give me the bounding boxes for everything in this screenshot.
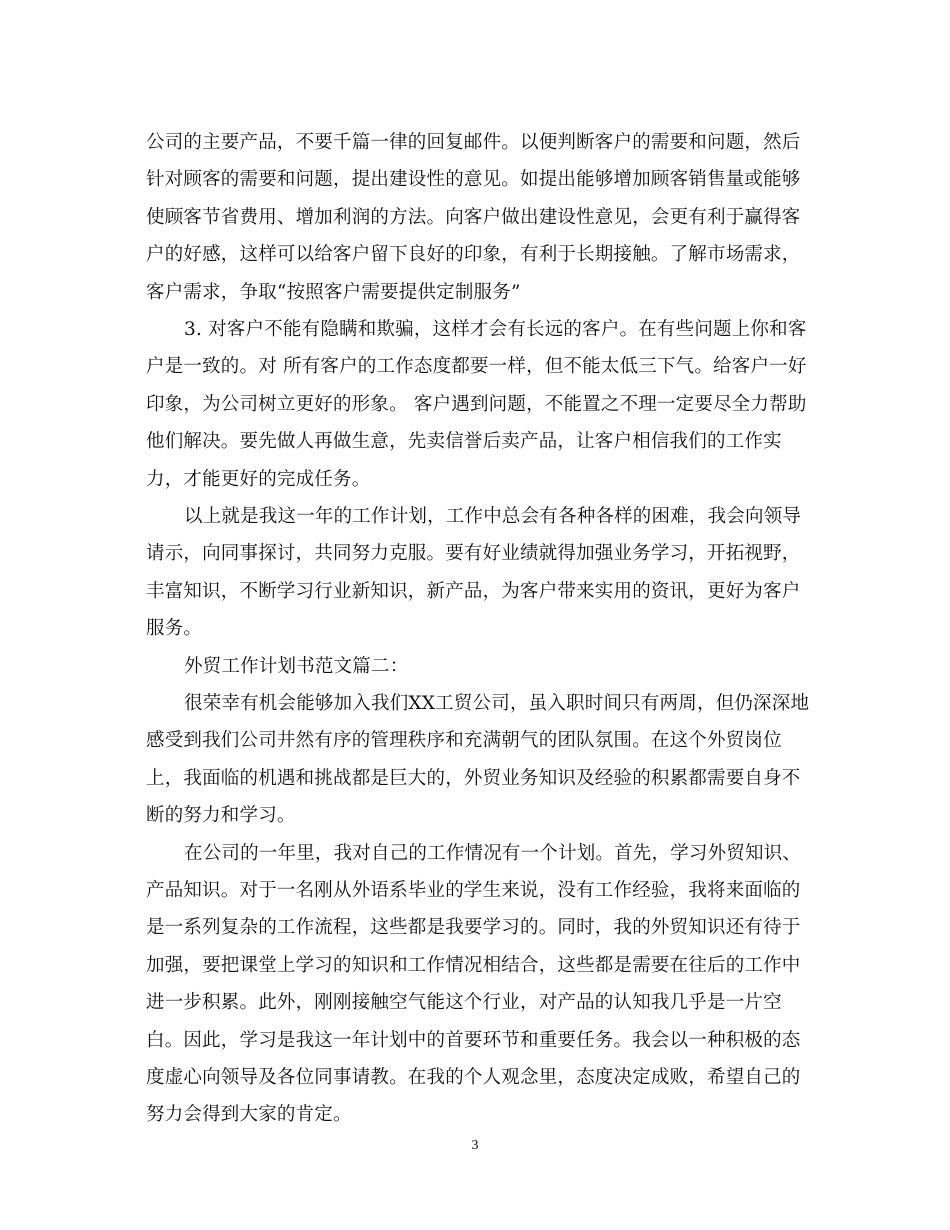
- text-line: 是一系列复杂的工作流程，这些都是我要学习的。同时，我的外贸知识还有待于: [146, 917, 801, 939]
- text-line: 进一步积累。此外，刚刚接触空气能这个行业，对产品的认知我几乎是一片空: [146, 992, 782, 1014]
- text-line: 印象，为公司树立更好的形象。 客户遇到问题，不能置之不理一定要尽全力帮助: [146, 393, 807, 415]
- text-line: 丰富知识，不断学习行业新知识，新产品，为客户带来实用的资讯，更好为客户: [146, 580, 801, 602]
- text-line: 努力会得到大家的肯定。: [146, 1104, 352, 1126]
- text-line: 请示，向同事探讨，共同努力克服。要有好业绩就得加强业务学习，开拓视野，: [146, 543, 801, 565]
- text-line: 力，才能更好的完成任务。: [146, 468, 371, 490]
- text-line: 加强，要把课堂上学习的知识和工作情况相结合，这些都是需要在往后的工作中: [146, 954, 801, 976]
- text-line: 很荣幸有机会能够加入我们XX工贸公司，虽入职时间只有两周，但仍深深地: [184, 693, 810, 714]
- text-line: 针对顾客的需要和问题，提出建设性的意见。如提出能够增加顾客销售量或能够: [146, 169, 801, 191]
- section-heading: 外贸工作计划书范文篇二：: [184, 655, 409, 677]
- text-line: 服务。: [146, 618, 203, 640]
- text-line: 白。因此，学习是我这一年计划中的首要环节和重要任务。我会以一种积极的态: [146, 1029, 801, 1051]
- text-line: 产品知识。对于一名刚从外语系毕业的学生来说，没有工作经验，我将来面临的: [146, 880, 801, 901]
- text-line: 在公司的一年里，我对自己的工作情况有一个计划。首先，学习外贸知识、: [184, 842, 802, 864]
- text-line: 度虚心向领导及各位同事请教。在我的个人观念里，态度决定成败，希望自己的: [146, 1067, 801, 1088]
- text-line: 户是一致的。对 所有客户的工作态度都要一样，但不能太低三下气。给客户一好: [146, 356, 807, 378]
- text-line: 他们解决。要先做人再做生意，先卖信誉后卖产品，让客户相信我们的工作实: [146, 431, 782, 453]
- text-line: 户的好感，这样可以给客户留下良好的印象，有利于长期接触。了解市场需求，: [146, 244, 801, 266]
- text-line: 公司的主要产品，不要千篇一律的回复邮件。以便判断客户的需要和问题，然后: [146, 132, 801, 153]
- text-line: 使顾客节省费用、增加利润的方法。向客户做出建设性意见，会更有利于赢得客: [146, 206, 801, 228]
- text-line: 3. 对客户不能有隐瞒和欺骗，这样才会有长远的客户。在有些问题上你和客: [184, 319, 807, 340]
- text-line: 以上就是我这一年的工作计划，工作中总会有各种各样的困难，我会向领导: [184, 506, 802, 527]
- text-line: 上，我面临的机遇和挑战都是巨大的，外贸业务知识及经验的积累都需要自身不: [146, 767, 801, 789]
- text-line: 感受到我们公司井然有序的管理秩序和充满朝气的团队氛围。在这个外贸岗位: [146, 730, 782, 752]
- text-line: 断的努力和学习。: [146, 805, 296, 827]
- text-line: 客户需求，争取“按照客户需要提供定制服务”: [146, 281, 521, 303]
- page-number: 3: [471, 1138, 479, 1153]
